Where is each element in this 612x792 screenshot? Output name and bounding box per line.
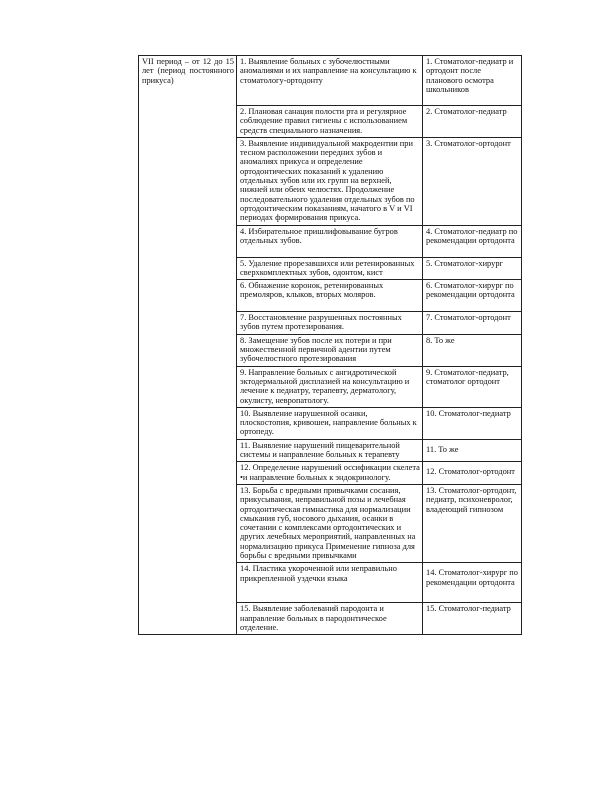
measure-text: 6. Обнажение коронок, ретенированных премоляров, клыков, вторых моляров. <box>240 281 384 300</box>
period-cell <box>139 56 237 635</box>
measure-cell <box>237 312 423 335</box>
measure-cell <box>237 407 423 439</box>
specialist-cell <box>423 407 522 439</box>
specialist-cell <box>423 462 522 485</box>
specialist-cell <box>423 366 522 407</box>
specialist-cell <box>423 280 522 312</box>
specialist-cell <box>423 603 522 635</box>
specialist-cell <box>423 484 522 562</box>
measure-text: 7. Восстановление разрушенных постоянных зубов путем протезирования. <box>240 313 402 332</box>
measure-text: 13. Борьба с вредными привычками сосания, прикусывания, неправильной позы и лечебная ортодонтическая гимнастика для нормализации смыкания губ, носового дыхания, осанки в сочетании с комплексами ортодонтических и других лечебных мероприятий, направленных на нормализацию прикуса Применение гипноза для борьбы с вредными привычками <box>240 485 416 560</box>
measure-text: 12. Определение нарушений оссификации скелета •и направление больных к эндокринологу. <box>240 463 420 482</box>
measure-cell <box>237 603 423 635</box>
measure-cell <box>237 439 423 462</box>
measure-text: 1. Выявление больных с зубочелюстными аномалиями и их направление на консультацию к стоматологу-ортодонту <box>240 57 417 85</box>
measure-text: 2. Плановая санация полости рта и регулярное соблюдение правил гигиены с использованием средств специального назначения. <box>240 107 408 135</box>
specialist-text: 14. Стоматолог-хирург по рекомендации ортодонта <box>426 568 518 587</box>
specialist-cell <box>423 225 522 257</box>
specialist-cell <box>423 439 522 462</box>
measure-text: 9. Направление больных с ангидротической эктодермальной дисплазией на консультацию и лечение к педиатру, терапевту, дерматологу, окулисту, невропатологу. <box>240 367 410 405</box>
specialist-cell <box>423 563 522 603</box>
measure-text: 5. Удаление прорезавшихся или ретенированных сверхкомплектных зубов, одонтом, кист <box>240 258 415 277</box>
table-body <box>139 56 522 635</box>
measure-cell <box>237 280 423 312</box>
measure-cell <box>237 563 423 603</box>
measure-text: 15. Выявление заболеваний пародонта и направление больных в пародонтическое отделение. <box>240 604 387 632</box>
specialist-text: 12. Стоматолог-ортодонт <box>426 467 515 477</box>
measure-cell <box>237 225 423 257</box>
specialist-cell <box>423 334 522 366</box>
specialist-cell <box>423 137 522 225</box>
specialist-cell <box>423 106 522 138</box>
measure-cell <box>237 462 423 485</box>
measure-cell <box>237 106 423 138</box>
specialist-cell <box>423 312 522 335</box>
specialist-text: 1. Стоматолог-педиатр и ортодонт после планового осмотра школьников <box>426 57 514 94</box>
specialist-cell <box>423 257 522 280</box>
care-plan-table <box>138 55 522 635</box>
measure-text: 4. Избирательное пришлифовывание бугров отдельных зубов. <box>240 226 398 245</box>
specialist-cell <box>423 56 522 106</box>
specialist-text: 11. То же <box>426 444 459 454</box>
specialist-text: 2. Стоматолог-педиатр <box>426 107 507 116</box>
measure-cell <box>237 366 423 407</box>
specialist-text: 10. Стоматолог-педиатр <box>426 408 511 418</box>
measure-text: 14. Пластика укороченной или неправильно прикрепленной уздечки языка <box>240 564 397 583</box>
specialist-text: 7. Стоматолог-ортодонт <box>426 313 511 323</box>
specialist-text: 13. Стоматолог-ортодонт, педиатр, психоневролог, владеющий гипнозом <box>426 485 517 514</box>
table-row <box>139 56 522 106</box>
measure-cell <box>237 137 423 225</box>
specialist-text: 9. Стоматолог-педиатр, стоматолог ортодонт <box>426 367 509 386</box>
specialist-text: 6. Стоматолог-хирург по рекомендации ортодонта <box>426 281 515 300</box>
specialist-text: 5. Стоматолог-хирург <box>426 258 503 268</box>
specialist-text: 3. Стоматолог-ортодонт <box>426 138 511 148</box>
specialist-text: 4. Стоматолог-педиатр по рекомендации ортодонта <box>426 226 518 245</box>
period-label: VII период – от 12 до 15 лет (период постоянного прикуса) <box>142 57 234 85</box>
measure-text: 8. Замещение зубов после их потери и при множественной первичной адентии путем зубочелюстного протезирования <box>240 335 392 364</box>
measure-text: 11. Выявление нарушений пищеварительной системы и направление больных к терапевту <box>240 440 400 460</box>
measure-text: 3. Выявление индивидуальной макродентии при тесном расположении передних зубов и аномалиях прикуса и определение ортодонтических показаний к удалению отдельных зубов или их групп на верхней, нижней или обеих челюстях. Продолжение последовательного удаления отдельных зубов по ортодонтическим показаниям, начатого в V и VI периодах формирования прикуса. <box>240 138 415 223</box>
measure-cell <box>237 257 423 280</box>
measure-cell <box>237 334 423 366</box>
measure-text: 10. Выявление нарушенной осанки, плоскостопия, кривошеи, направление больных к ортопеду. <box>240 408 417 437</box>
measure-cell <box>237 56 423 106</box>
specialist-text: 15. Стоматолог-педиатр <box>426 604 511 614</box>
measure-cell <box>237 484 423 562</box>
specialist-text: 8. То же <box>426 335 455 345</box>
